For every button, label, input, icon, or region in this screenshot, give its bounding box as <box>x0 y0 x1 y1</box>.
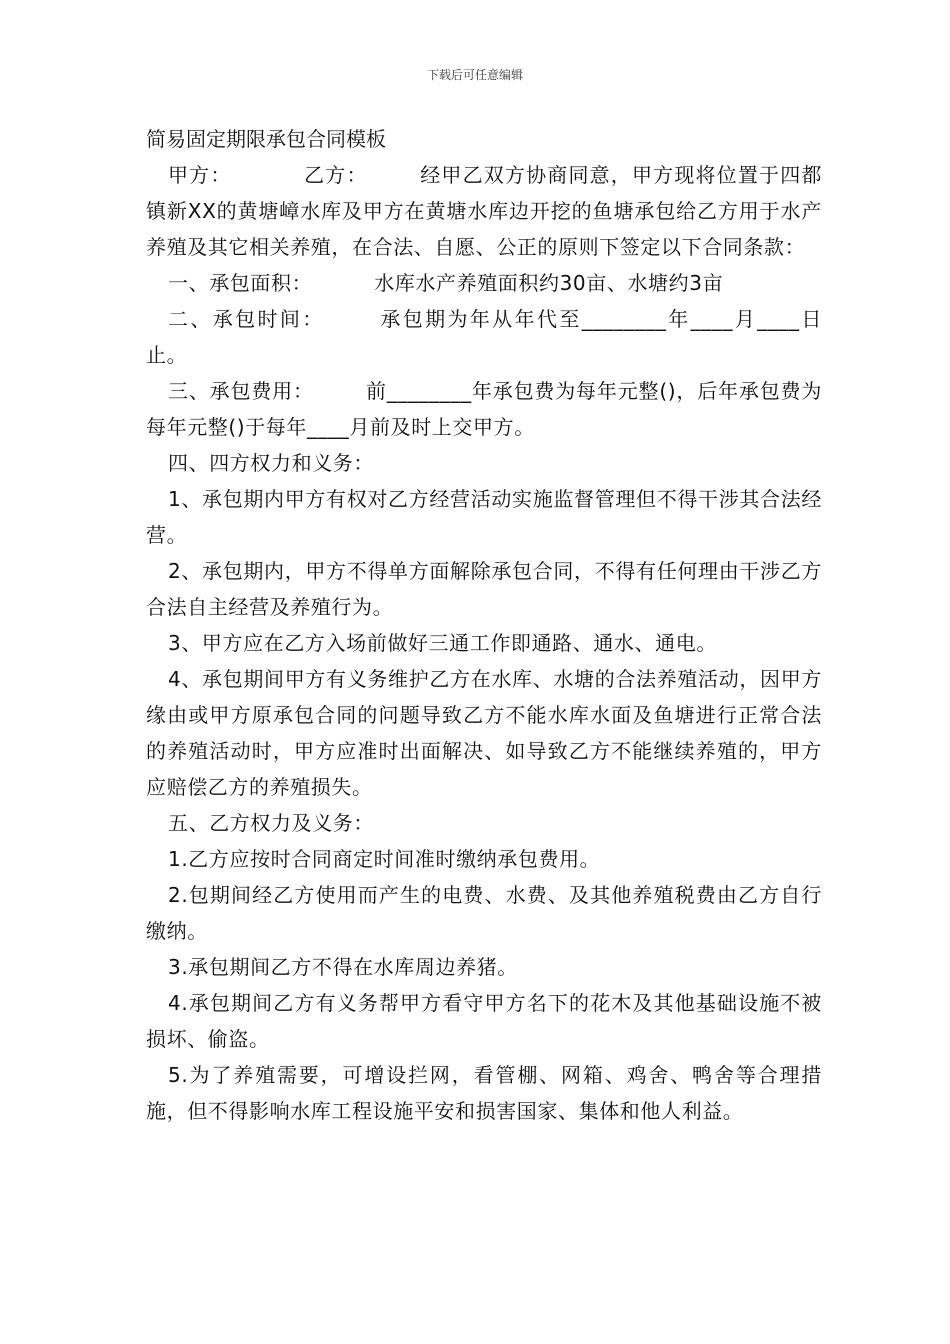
section-1 <box>146 265 822 301</box>
section-2 <box>146 301 822 373</box>
party-a-label: 甲方： <box>168 163 232 187</box>
section-3-text: 前________年承包费为每年元整()，后年承包费为每年元整()于每年____月前及时上交甲方。 <box>146 379 822 439</box>
document-title: 简易固定期限承包合同模板 <box>146 127 386 151</box>
section-5-item: 4.承包期间乙方有义务帮甲方看守甲方名下的花木及其他基础设施不被损坏、偷盗。 <box>146 991 822 1051</box>
section-5-heading: 五、乙方权力及义务： <box>168 811 374 835</box>
section-1-label: 一、承包面积： <box>168 271 313 295</box>
section-5-item: 2.包期间经乙方使用而产生的电费、水费、及其他养殖税费由乙方自行缴纳。 <box>146 883 822 943</box>
contract-document <box>146 121 822 1129</box>
party-b-label: 乙方： <box>303 163 368 187</box>
section-4-item: 1、承包期内甲方有权对乙方经营活动实施监督管理但不得干涉其合法经营。 <box>146 487 822 547</box>
section-5-item: 3.承包期间乙方不得在水库周边养猪。 <box>168 955 518 979</box>
section-2-label: 二、承包时间： <box>168 307 325 331</box>
section-5-item: 5.为了养殖需要，可增设拦网，看管棚、网箱、鸡舍、鸭舍等合理措施，但不得影响水库工程设施平安和损害国家、集体和他人利益。 <box>146 1063 822 1123</box>
intro-paragraph <box>146 157 822 265</box>
section-3 <box>146 373 822 445</box>
section-5-item: 1.乙方应按时合同商定时间准时缴纳承包费用。 <box>168 847 601 871</box>
section-1-text: 水库水产养殖面积约30亩、水塘约3亩 <box>374 271 724 295</box>
intro-text: 经甲乙双方协商同意，甲方现将位置于四都镇新XX的黄塘嶂水库及甲方在黄塘水库边开挖的鱼塘承包给乙方用于水产养殖及其它相关养殖，在合法、自愿、公正的原则下签定以下合同条款： <box>146 163 822 259</box>
section-4-item: 4、承包期间甲方有义务维护乙方在水库、水塘的合法养殖活动，因甲方缘由或甲方原承包合同的问题导致乙方不能水库水面及鱼塘进行正常合法的养殖活动时，甲方应准时出面解决、如导致乙方不能继续养殖的，甲方应赔偿乙方的养殖损失。 <box>146 667 822 799</box>
section-4-item: 2、承包期内，甲方不得单方面解除承包合同，不得有任何理由干涉乙方合法自主经营及养殖行为。 <box>146 559 822 619</box>
page-header-note: 下载后可任意编辑 <box>426 68 523 82</box>
section-3-label: 三、承包费用： <box>168 379 314 403</box>
section-4-heading: 四、四方权力和义务： <box>168 451 374 475</box>
section-2-text: 承包期为年从年代至________年____月____日止。 <box>146 307 822 367</box>
section-4-item: 3、甲方应在乙方入场前做好三通工作即通路、通水、通电。 <box>168 631 717 655</box>
